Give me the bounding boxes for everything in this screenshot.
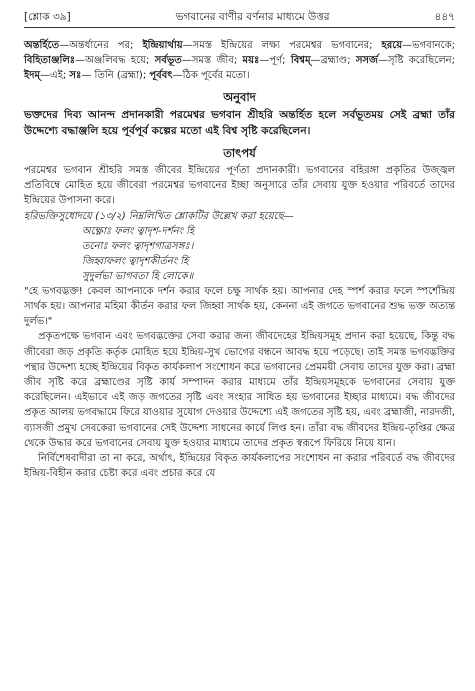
- verse-reference: [শ্লোক ৩৯]: [24, 11, 71, 23]
- page-number: ৪৪৭: [434, 11, 455, 23]
- verse-line: জিহ্বাফলং ত্বাদৃশকীর্তনং হি: [82, 255, 189, 267]
- synonyms: [24, 38, 455, 83]
- synonym-meaning: — তিনি (ব্রহ্মা);: [81, 70, 150, 81]
- synonym-meaning: —সমস্ত ইন্দ্রিয়ের লক্ষ্য পরমেশ্বর ভগবানের;: [182, 40, 382, 51]
- synonym-word: হরয়ে: [381, 40, 403, 51]
- synonym-meaning: —পূর্ণ;: [259, 55, 291, 66]
- purport-paragraph: প্রকৃতপক্ষে ভগবান এবং ভগবদ্ভক্তের সেবা করার জন্য জীবদেহের ইন্দ্রিয়সমূহ প্রদান করা হয়েছে, কিন্তু বদ্ধ জীবেরা জড় প্রকৃতি কর্তৃক মোহিত হয়ে ইন্দ্রিয়-সুখ ভোগের বন্ধনে আবদ্ধ হয়ে পড়েছে। তাই সমস্ত ভগবদ্ভক্তির পন্থার উদ্দেশ্য হচ্ছে ইন্দ্রিয়ের বিকৃত কার্যকলাপ সংশোধন করে ভগবানের প্রেমময়ী সেবায় তাদের যুক্ত করা। ব্রহ্মা জীব সৃষ্টি করে ব্রহ্মাণ্ডের সৃষ্টি কার্য সম্পাদন করার মাধ্যমে তাঁর ইন্দ্রিয়সমূহকে ভগবানের সেবায় যুক্ত করেছিলেন। এইভাবে এই জড় জগতের সৃষ্টি এবং সংহার সাধিত হয় ভগবানের ইচ্ছার মাধ্যমে। বদ্ধ জীবদের প্রকৃত আলয় ভগবদ্ধামে ফিরে যাওয়ার সুযোগ দেওয়ার উদ্দেশ্যে এই জগতের সৃষ্টি হয়, এবং ব্রহ্মাজী, নারদজী, ব্যাসজী প্রমুখ সেবকেরা ভগবানের সেই উদ্দেশ্য সাধনের কার্যে লিপ্ত হন। তাঁরা বদ্ধ জীবদের ইন্দ্রিয়-তৃপ্তির ক্ষেত্র থেকে উদ্ধার করে ভগবানের সেবায় যুক্ত হওয়ার মাধ্যমে তাদের প্রকৃত স্বরূপে ফিরিয়ে নিয়ে যান।: [24, 331, 455, 449]
- synonym-word: সসর্জ: [355, 55, 378, 66]
- quoted-verse: [24, 224, 455, 284]
- translation-heading: অনুবাদ: [223, 90, 256, 104]
- synonym-meaning: —অন্তর্ধানের পর;: [59, 40, 143, 51]
- synonym-word: ময়ঃ: [242, 55, 260, 66]
- verse-source-line: হরিভক্তিসুধোদয়ে (১৩/২) নিম্নলিখিত শ্লোকটির উল্লেখ করা হয়েছে—: [24, 210, 294, 222]
- synonym-word: ইন্দ্রিয়ার্থায়: [142, 40, 183, 51]
- synonym-word: বিহিতাঞ্জলিঃ: [24, 55, 76, 66]
- purport-paragraph: পরমেশ্বর ভগবান শ্রীহরি সমস্ত জীবের ইন্দ্রিয়ের পূর্ণতা প্রদানকারী। ভগবানের বহিরঙ্গা প্রকৃতির উজ্জ্বল প্রতিবিম্বে মোহিত হয়ে জীবেরা পরমেশ্বর ভগবানের ইচ্ছা অনুসারে তাঁর সেবায় যুক্ত হওয়ার পরিবর্তে তাদের ইন্দ্রিয়ের উপাসনা করে।: [24, 165, 455, 207]
- synonym-word: পূর্ববৎ: [149, 70, 173, 81]
- running-head: [24, 10, 455, 28]
- synonym-meaning: —সমস্ত জীব;: [181, 55, 243, 66]
- translation-text: ভক্তদের দিব্য আনন্দ প্রদানকারী পরমেশ্বর ভগবান শ্রীহরি অন্তর্হিত হলে সর্বভূতময় সেই ব্রহ্মা তাঁর উদ্দেশ্যে বদ্ধাঞ্জলি হয়ে পূর্বপূর্ব কল্পের মতো এই বিশ্ব সৃষ্টি করেছিলেন।: [24, 109, 455, 137]
- synonym-meaning: —এই;: [40, 70, 70, 81]
- synonym-word: অন্তর্হিতে: [24, 40, 60, 51]
- synonym-word: সঃ: [69, 70, 82, 81]
- verse-line: সুদুর্লভা ভাগবতা হি লোকে॥: [82, 270, 194, 282]
- synonym-word: সর্বভূত: [154, 55, 182, 66]
- verse-translation-quote: "হে ভগবদ্ভক্ত! কেবল আপনাকে দর্শন করার ফলে চক্ষু সার্থক হয়। আপনার দেহ স্পর্শ করার ফলে স্পর্শেন্দ্রিয় সার্থক হয়। আপনার মহিমা কীর্তন করার ফল জিহ্বা সার্থক হয়, কেননা এই জগতে ভগবানের শুদ্ধ ভক্ত অত্যন্ত দুর্লভ।": [24, 285, 455, 328]
- verse-line: অক্ষ্ণোঃ ফলং ত্বাদৃশ-দর্শনং হি: [82, 225, 195, 237]
- purport-paragraph: নির্বিশেষবাদীরা তা না করে, অর্থাৎ, ইন্দ্রিয়ের বিকৃত কার্যকলাপের সংশোধন না করার পরিবর্তে বদ্ধ জীবদের ইন্দ্রিয়-বিহীন করার চেষ্টা করে এবং প্রচার করে যে: [24, 453, 455, 480]
- synonym-word: ইদম্: [24, 70, 41, 81]
- purport-heading: তাৎপর্য: [223, 146, 256, 160]
- synonym-meaning: —ভগবানকে;: [402, 40, 455, 51]
- chapter-running-title: ভগবানের বাণীর বর্ণনার মাধ্যমে উত্তর: [175, 11, 330, 23]
- synonym-meaning: —ব্রহ্মাণ্ড;: [310, 55, 356, 66]
- verse-line: তনোঃ ফলং ত্বাদৃশগাত্রসঙ্গঃ।: [82, 240, 194, 252]
- synonym-meaning: —ঠিক পূর্বের মতো।: [172, 70, 250, 81]
- purport-body: [24, 163, 455, 481]
- synonym-meaning: —অঞ্জলিবদ্ধ হয়ে;: [75, 55, 155, 66]
- synonym-meaning: —সৃষ্টি করেছিলেন;: [378, 55, 456, 66]
- synonym-word: বিশ্বম্: [290, 55, 311, 66]
